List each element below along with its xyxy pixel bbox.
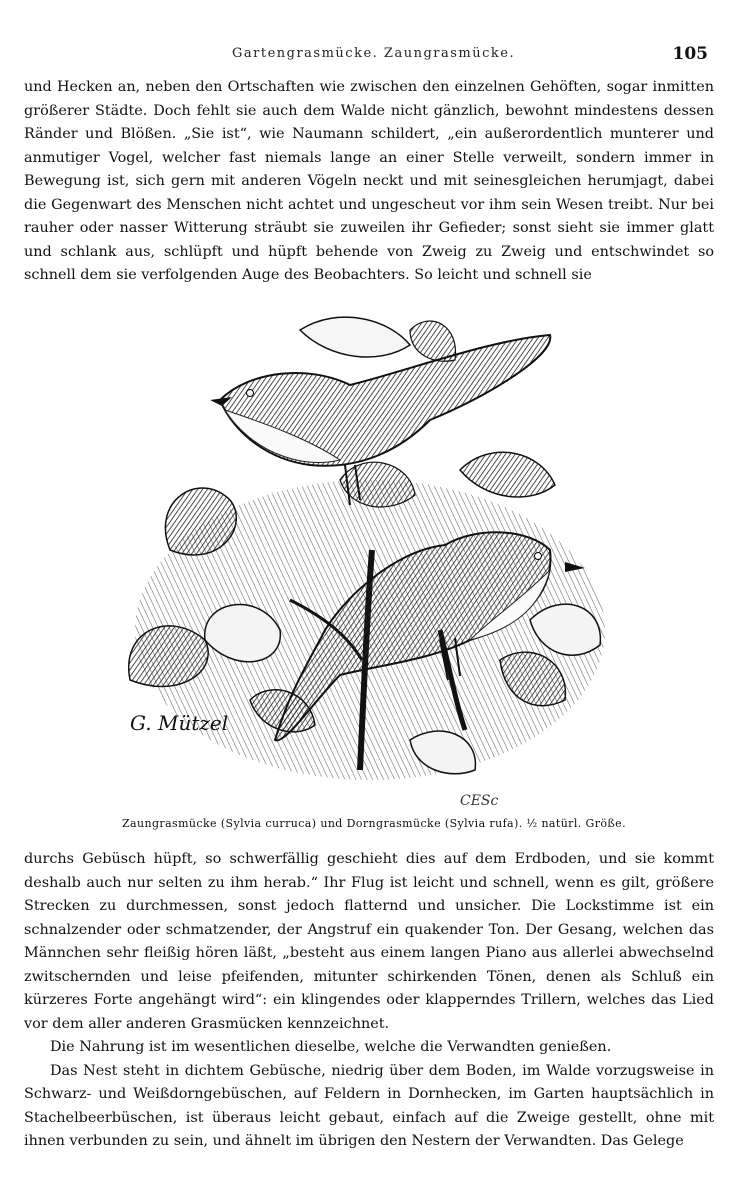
engraver-mark: CESc — [460, 793, 499, 809]
page-number: 105 — [672, 44, 708, 64]
figure-caption: Zaungrasmücke (Sylvia curruca) und Dorngrasmücke (Sylvia rufa). ½ natürl. Größe. — [122, 817, 626, 830]
artist-signature: G. Mützel — [130, 711, 229, 735]
paragraph: durchs Gebüsch hüpft, so schwerfällig geschieht dies auf dem Erdboden, und sie kommt deshalb auch nur selten zu ihm herab.“ Ihr Flug ist leicht und schnell, wenn es gilt, größere Strecken zu durchmessen, sonst jedoch flatternd und unsicher. Die Lockstimme ist ein schnalzender oder schmatzender, der Angstruf ein quakender Ton. Der Gesang, welchen das Männchen sehr fleißig hören läßt, „besteht aus einem langen Piano aus allerlei abwechselnd zwitschernden und leise pfeifenden, mitunter schirkenden Tönen, denen als Schluß ein kürzeres Forte angehängt wird“: ein klingendes oder klapperndes Trillern, welches das Lied vor dem aller anderen Grasmücken kennzeichnet. — [24, 851, 714, 1032]
paragraph: und Hecken an, neben den Ortschaften wie zwischen den einzelnen Gehöften, sogar inmitten größerer Städte. Doch fehlt sie auch dem Walde nicht gänzlich, bewohnt mindestens dessen Ränder und Blößen. „Sie ist“, wie Naumann schildert, „ein außerordentlich munterer und anmutiger Vogel, welcher fast niemals lange an einer Stelle verweilt, sondern immer in Bewegung ist, sich gern mit anderen Vögeln neckt und mit seinesgleichen herumjagt, dabei die Gegenwart des Menschen nicht achtet und ungescheut vor ihm sein Wesen treibt. Nur bei rauher oder nasser Witterung sträubt sie zuweilen ihr Gefieder; sonst sieht sie immer glatt und schlank aus, schlüpft und hüpft behende von Zweig zu Zweig und entschwindet so schnell dem sie verfolgenden Auge des Beobachters. So leicht und schnell sie — [24, 79, 714, 283]
illustration-figure — [110, 300, 630, 820]
page-header — [0, 44, 748, 68]
warblers-engraving — [110, 300, 630, 820]
body-text-top — [24, 76, 714, 288]
body-text-bottom — [24, 848, 714, 1154]
paragraph: Die Nahrung ist im wesentlichen dieselbe, welche die Verwandten genießen. — [50, 1039, 612, 1055]
running-head: Gartengrasmücke. Zaungrasmücke. — [232, 46, 516, 61]
paragraph: Das Nest steht in dichtem Gebüsche, niedrig über dem Boden, im Walde vorzugsweise in Schwarz- und Weißdorngebüschen, auf Feldern in Dornhecken, im Garten hauptsächlich in Stachelbeerbüschen, ist überaus leicht gebaut, einfach auf die Zweige gestellt, ohne mit ihnen verbunden zu sein, und ähnelt im übrigen den Nestern der Verwandten. Das Gelege — [24, 1062, 714, 1149]
